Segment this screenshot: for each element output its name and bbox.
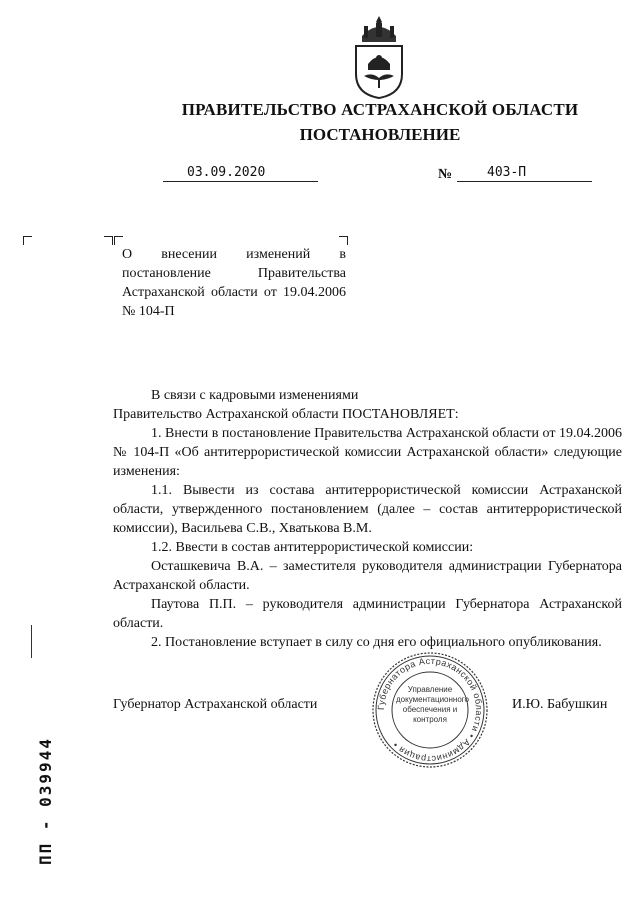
body-paragraph: Паутова П.П. – руководителя администрации Губернатора Астраханской области. — [113, 597, 622, 631]
corner-mark — [104, 236, 113, 245]
body-paragraph: Правительство Астраханской области ПОСТАНОВЛЯЕТ: — [113, 407, 459, 422]
body-paragraph: 1. Внести в постановление Правительства Астраханской области от 19.04.2006 № 104-П «Об антитеррористической комиссии Астраханской области» следующие изменения: — [113, 426, 622, 479]
corner-mark — [339, 236, 348, 245]
body-paragraph: В связи с кадровыми изменениями — [151, 388, 359, 403]
document-type-title: ПОСТАНОВЛЕНИЕ — [299, 125, 461, 144]
document-subject: О внесении изменений в постановление Правительства Астраханской области от 19.04.2006 № 104-П — [122, 247, 346, 319]
body-paragraph: 2. Постановление вступает в силу со дня его официального опубликования. — [151, 635, 602, 650]
corner-mark — [23, 236, 32, 245]
form-serial-number: ПП - 039944 — [36, 737, 55, 865]
organization-title: ПРАВИТЕЛЬСТВО АСТРАХАНСКОЙ ОБЛАСТИ — [181, 100, 579, 119]
corner-mark — [114, 236, 123, 245]
date-underline — [163, 181, 318, 182]
body-paragraph: Осташкевича В.А. – заместителя руководителя администрации Губернатора Астраханской области. — [113, 559, 622, 593]
signatory-name: И.Ю. Бабушкин — [512, 697, 608, 712]
signatory-title: Губернатор Астраханской области — [113, 697, 318, 712]
body-paragraph: 1.1. Вывести из состава антитеррористической комиссии Астраханской области, утвержденного постановлением (далее – состав антитеррористической комиссии), Васильева С.В., Хватькова В.М. — [113, 483, 622, 536]
document-date: 03.09.2020 — [187, 165, 266, 180]
document-body — [113, 386, 622, 652]
margin-line — [31, 625, 32, 658]
coat-of-arms-emblem — [352, 14, 406, 100]
stamp-inner-text: Управление документационного обеспечения и контроля — [396, 685, 469, 724]
body-paragraph: 1.2. Ввести в состав антитеррористической комиссии: — [151, 540, 474, 555]
stamp-ring-text: Губернатора Астраханской области • Администрация • — [375, 655, 485, 765]
document-number: 403-П — [487, 165, 527, 180]
number-sign: № — [438, 167, 453, 182]
number-underline — [457, 181, 592, 182]
